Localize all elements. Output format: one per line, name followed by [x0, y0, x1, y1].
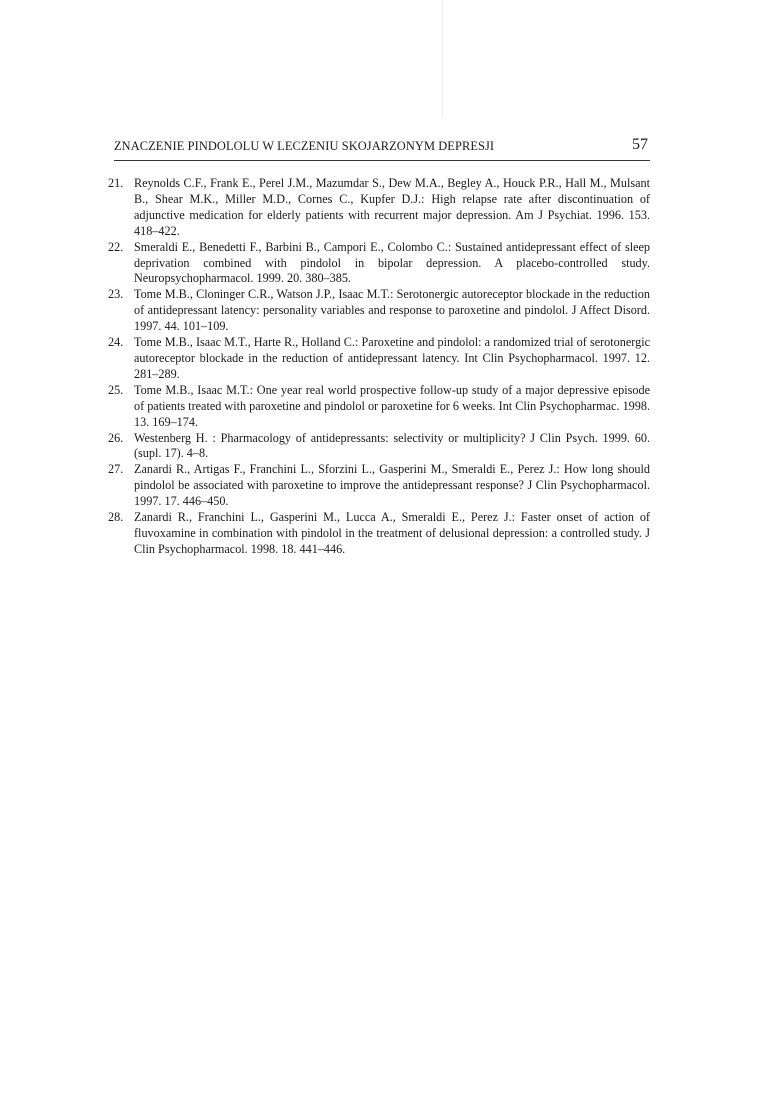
running-header [114, 136, 650, 161]
reference-text: Tome M.B., Cloninger C.R., Watson J.P., Isaac M.T.: Serotonergic autoreceptor blockade in the reduction of antidepressant latency: personality variables and response to paroxetine and pindolol. J Affect Disord. 1997. 44. 101–109. [134, 287, 650, 334]
reference-number: 26. [108, 430, 124, 445]
reference-item [108, 240, 650, 288]
reference-item [108, 176, 650, 240]
reference-text: Reynolds C.F., Frank E., Perel J.M., Mazumdar S., Dew M.A., Begley A., Houck P.R., Hall M., Mulsant B., Shear M.K., Miller M.D., Cornes C., Kupfer D.J.: High relapse rate after discontinuation of adjunctive medication for elderly patients with recurrent major depression. Am J Psychiat. 1996. 153. 418–422. [134, 176, 650, 238]
reference-number: 27. [108, 462, 124, 477]
reference-number: 22. [108, 239, 124, 254]
reference-text: Tome M.B., Isaac M.T., Harte R., Holland C.: Paroxetine and pindolol: a randomized trial of serotonergic autoreceptor blockade in the reduction of antidepressant latency. Int Clin Psychopharmacol. 1997. 12. 281–289. [134, 335, 650, 381]
reference-number: 25. [108, 382, 124, 397]
reference-number: 23. [108, 287, 124, 302]
reference-item [108, 510, 650, 558]
scan-artifact-line [442, 0, 443, 118]
reference-list [108, 176, 650, 558]
reference-number: 24. [108, 335, 124, 350]
reference-item [108, 287, 650, 335]
reference-text: Westenberg H. : Pharmacology of antidepressants: selectivity or multiplicity? J Clin Psych. 1999. 60. (supl. 17). 4–8. [134, 430, 650, 461]
reference-number: 21. [108, 176, 124, 190]
running-title: ZNACZENIE PINDOLOLU W LECZENIU SKOJARZONYM DEPRESJI [114, 139, 495, 153]
reference-item [108, 335, 650, 383]
reference-text: Zanardi R., Franchini L., Gasperini M., Lucca A., Smeraldi E., Perez J.: Faster onset of action of fluvoxamine in combination with pindolol in the treatment of delusional depression: a controlled study. J Clin Psychopharmacol. 1998. 18. 441–446. [134, 510, 650, 556]
reference-item [108, 431, 650, 463]
reference-item [108, 462, 650, 510]
reference-text: Smeraldi E., Benedetti F., Barbini B., Campori E., Colombo C.: Sustained antidepressant effect of sleep deprivation combined with pindolol in bipolar depression. A placebo-controlled study. Neuropsychopharmacol. 1999. 20. 380–385. [134, 239, 650, 286]
reference-text: Tome M.B., Isaac M.T.: One year real world prospective follow-up study of a major depressive episode of patients treated with paroxetine and pindolol or paroxetine for 6 weeks. Int Clin Psychopharmac. 1998. 13. 169–174. [134, 382, 650, 429]
reference-item [108, 383, 650, 431]
reference-text: Zanardi R., Artigas F., Franchini L., Sforzini L., Gasperini M., Smeraldi E., Perez J.: How long should pindolol be associated with paroxetine to improve the antidepressant response? J Clin Psychopharmacol. 1997. 17. 446–450. [134, 462, 650, 509]
reference-number: 28. [108, 510, 124, 525]
page-number: 57 [632, 136, 648, 153]
